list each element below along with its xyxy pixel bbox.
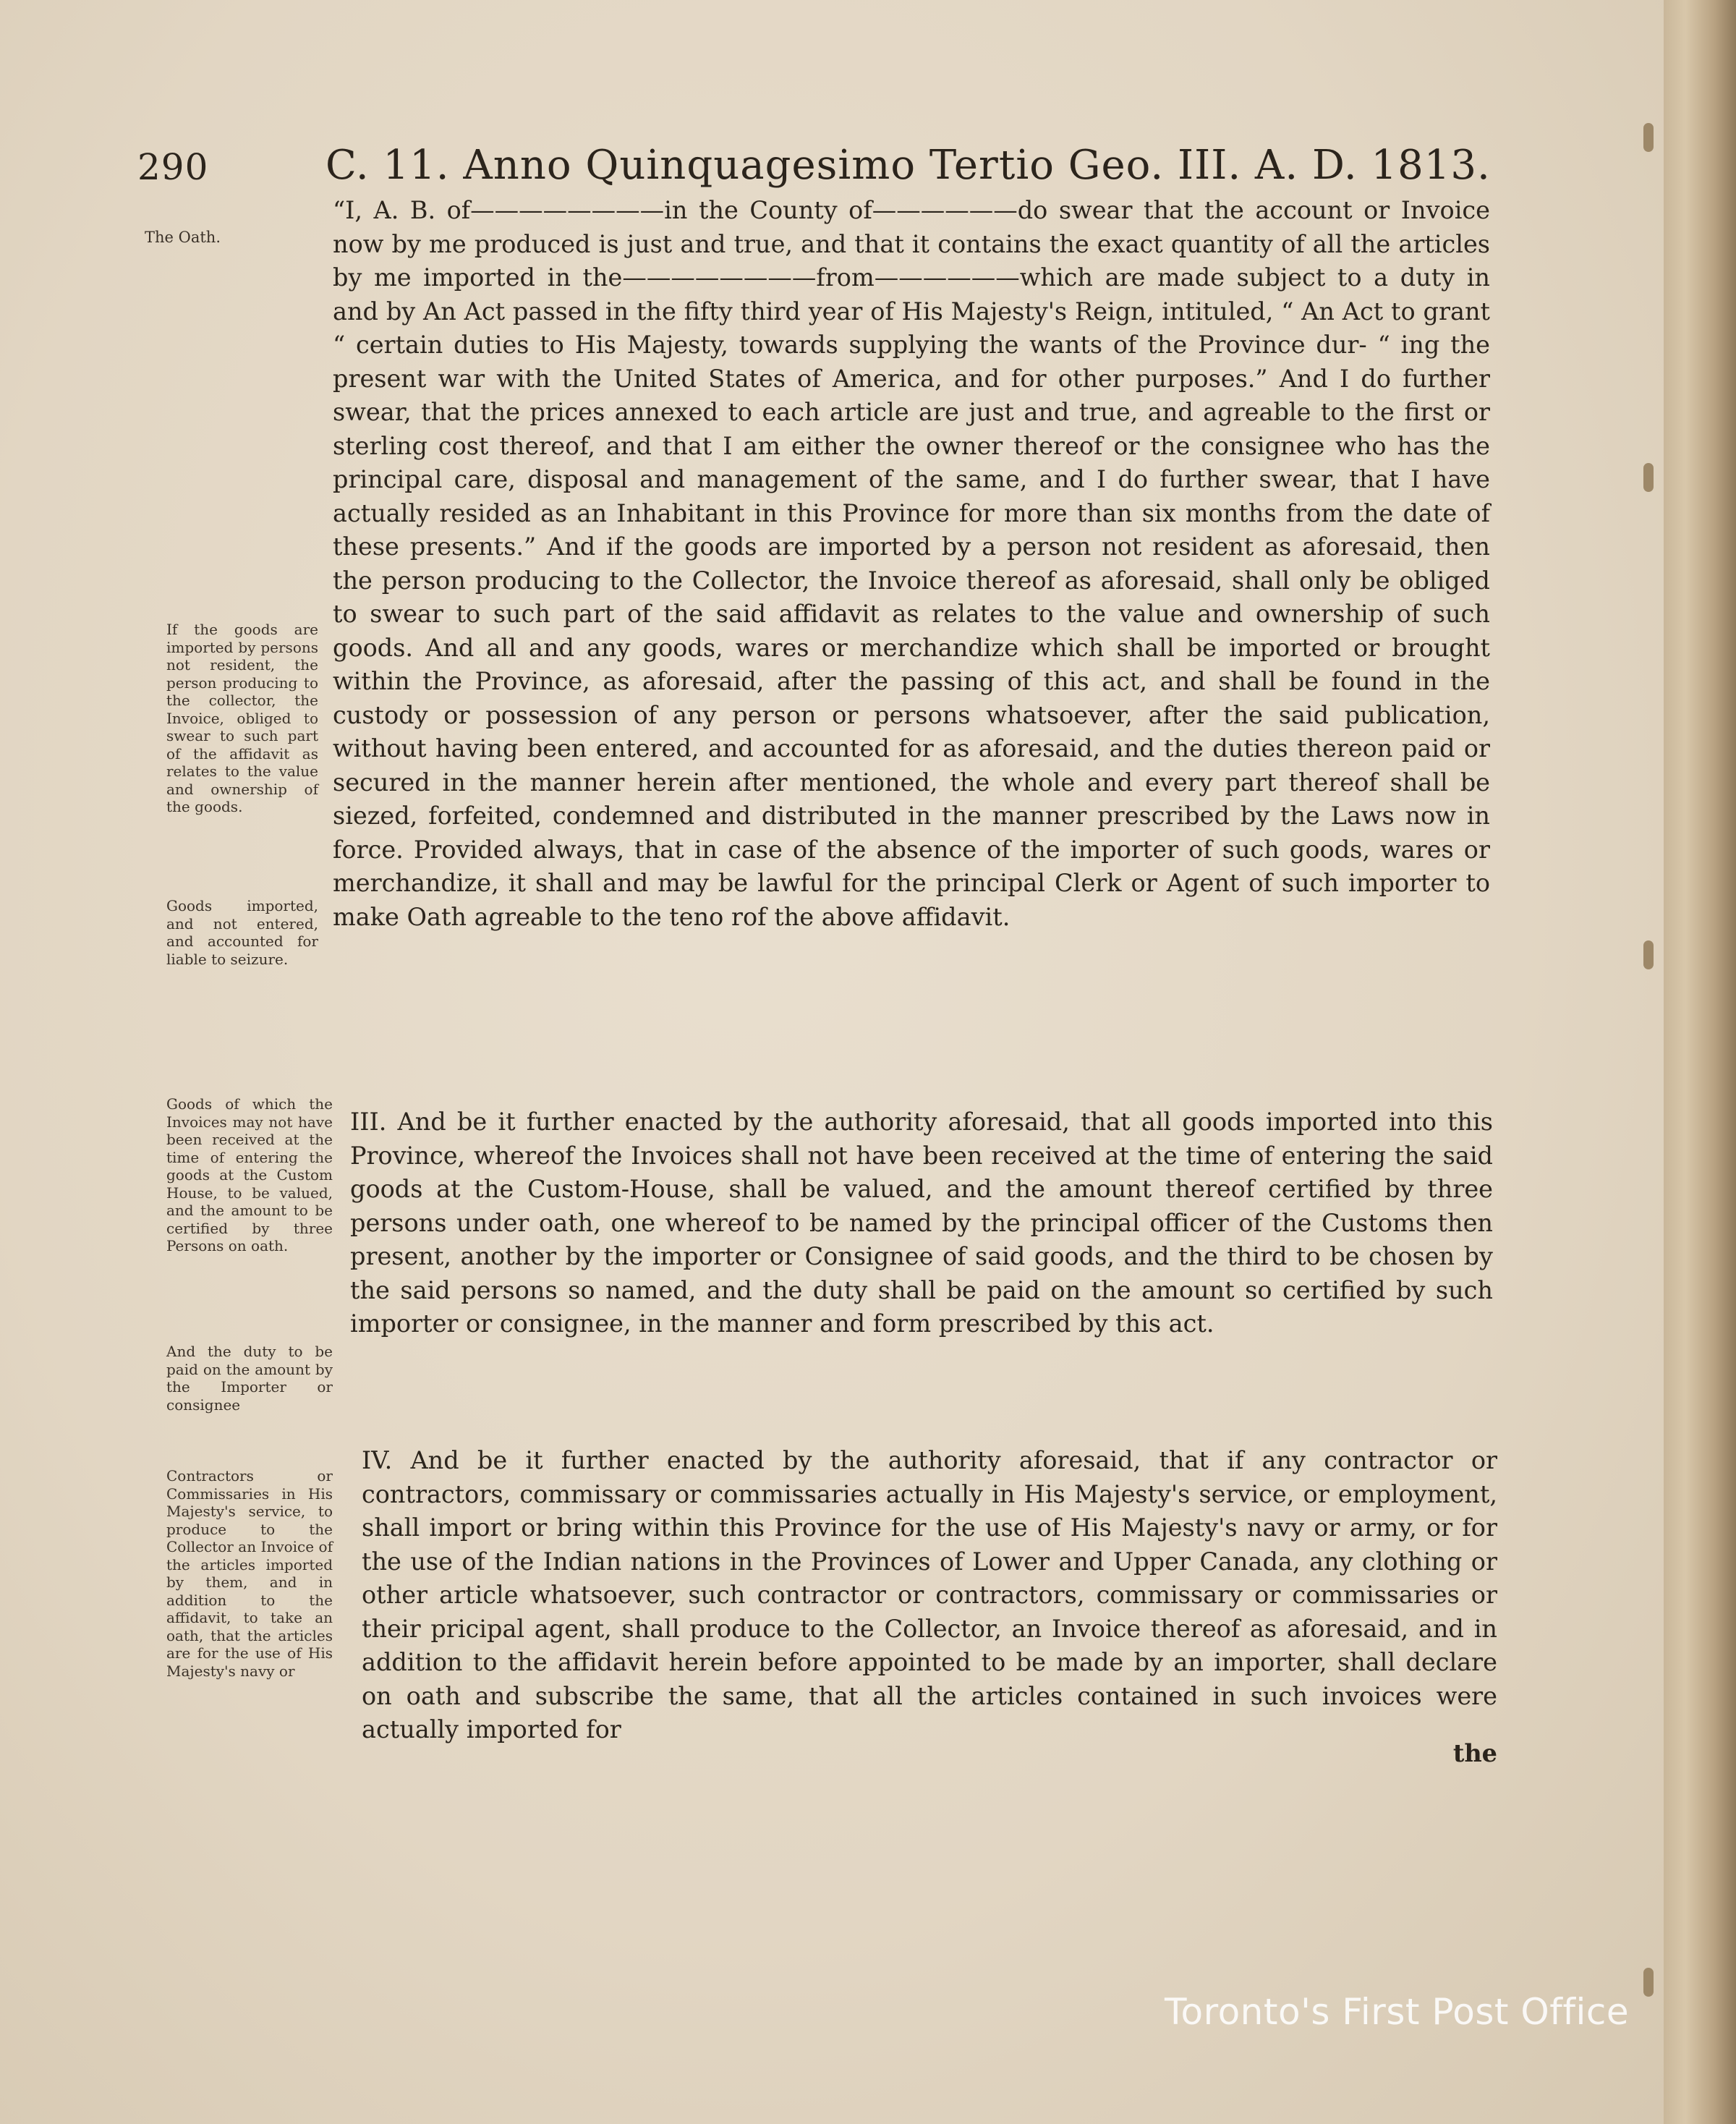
margin-note-seizure: Goods imported, and not entered, and accounted for liable to seizure. — [166, 897, 318, 968]
oath-paragraph: “I, A. B. of————————in the County of——————do swear that the account or Invoice now by me produced is just and true, and that it contains the exact quantity of all the articles by me imported in the————————from——————which are made subject to a duty in and by An Act passed in the fifty third year of His Majesty's Reign, intituled, “ An Act to grant “ certain duties to His Majesty, towards supplying the wants of the Province dur- “ ing the present war with the United States of America, and for other purposes.” And I do further swear, that the prices annexed to each article are just and true, and agreable to the first or sterling cost thereof, and that I am either the owner thereof or the consignee who has the principal care, disposal and management of the same, and I do further swear, that I have actually resided as an Inhabitant in this Province for more than six months from the date of these presents.” And if the goods are imported by a person not resident as aforesaid, then the person producing to the Collector, the Invoice thereof as aforesaid, shall only be obliged to swear to such part of the said affidavit as relates to the value and ownership of such goods. And all and any goods, wares or merchandize which shall be imported or brought within the Province, as aforesaid, after the passing of this act, and shall be found in the custody or possession of any person or persons whatsoever, after the said publication, without having been entered, and accounted for as aforesaid, and the duties thereon paid or secured in the manner herein after mentioned, the whole and every part thereof shall be siezed, forfeited, condemned and distributed in the manner prescribed by the Laws now in force. Provided always, that in case of the absence of the importer of such goods, wares or merchandize, it shall and may be lawful for the principal Clerk or Agent of such importer to make Oath agreable to the teno rof the above affidavit. — [333, 196, 1490, 931]
catchword: the — [1452, 1739, 1497, 1767]
margin-note-duty-paid: And the duty to be paid on the amount by the Importer or consignee — [166, 1343, 333, 1414]
oath-paragraph-block — [333, 194, 1490, 934]
margin-note-invoices-not-received: Goods of which the Invoices may not have been received at the time of entering the goods at the Custom House, to be valued, and the amount to be certified by three Persons on oath. — [166, 1095, 333, 1254]
binding-stitch — [1643, 463, 1654, 492]
margin-note-non-resident: If the goods are imported by persons not resident, the person producing to the collector, the Invoice, obliged to swear to such part of the affidavit as relates to the value and ownership of the goods. — [166, 621, 318, 815]
margin-note-oath: The Oath. — [145, 229, 221, 246]
page-number: 290 — [137, 146, 209, 188]
binding-stitch — [1643, 123, 1654, 152]
section-3-paragraph: III. And be it further enacted by the authority aforesaid, that all goods imported into this Province, whereof the Invoices shall not have been received at the time of entering the said goods at the Custom-House, shall be valued, and the amount thereof certified by three persons under oath, one whereof to be named by the principal officer of the Customs then present, another by the importer or Consignee of said goods, and the third to be chosen by the said persons so named, and the duty shall be paid on the amount so certified by such importer or consignee, in the manner and form prescribed by this act. — [350, 1108, 1493, 1338]
section-4-paragraph: IV. And be it further enacted by the authority aforesaid, that if any contractor or contractors, commissary or commissaries actually in His Majesty's service, or employment, shall import or bring within this Province for the use of His Majesty's navy or army, or for the use of the Indian nations in the Provinces of Lower and Upper Canada, any clothing or other article whatsoever, such contractor or contractors, commissary or commissaries or their pricipal agent, shall produce to the Collector, an Invoice thereof as aforesaid, and in addition to the affidavit herein before appointed to be made by an importer, shall declare on oath and subscribe the same, that all the articles contained in such invoices were actually imported for — [362, 1446, 1497, 1743]
page-edge — [1664, 0, 1736, 2124]
binding-stitch — [1643, 940, 1654, 969]
binding-stitch — [1643, 1968, 1654, 1997]
margin-note-contractors: Contractors or Commissaries in His Majesty's service, to produce to the Collector an Invoice of the articles imported by them, and in addition to the affidavit, to take an oath, that the articles are for the use of His Majesty's navy or — [166, 1467, 333, 1680]
running-head: C. 11. Anno Quinquagesimo Tertio Geo. III. A. D. 1813. — [326, 142, 1491, 189]
watermark-text: Toronto's First Post Office — [1165, 1991, 1630, 2033]
